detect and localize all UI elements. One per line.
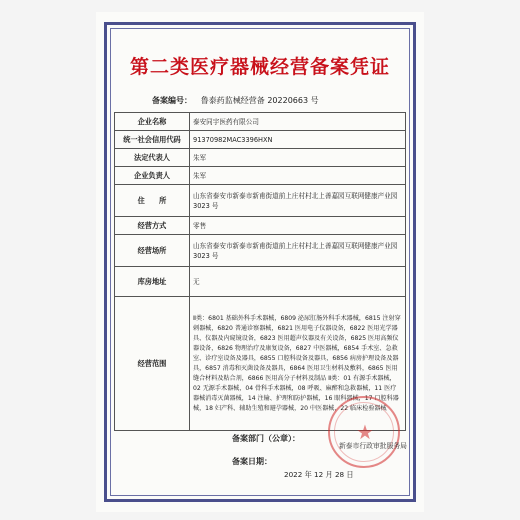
date-label: 备案日期： [232, 457, 272, 466]
field-label: 统一社会信用代码 [115, 131, 190, 149]
table-row [115, 113, 406, 131]
field-value: 泰安同宇医药有限公司 [190, 113, 406, 131]
table-row [115, 217, 406, 235]
field-value: 朱军 [190, 149, 406, 167]
info-table [114, 112, 406, 431]
field-value: 山东省泰安市新泰市新甫街道前上庄村村北上善嘉园互联网健康产业园 3023 号 [190, 235, 406, 267]
table-row [115, 267, 406, 297]
field-label: 库房地址 [115, 267, 190, 297]
table-row [115, 149, 406, 167]
field-value: Ⅱ类：6801 基础外科手术器械，6809 泌尿肛肠外科手术器械，6815 注射穿刺器械，6820 普通诊察器械，6821 医用电子仪器设备，6822 医用光学器具、仪器及内窥镜设备，6823 医用超声仪器及有关设备，6825 医用高频仪器设备，6826 物理治疗及康复设备，6827 中医器械，6854 手术室、急救室、诊疗室设备及器具，6855 口腔科设备及器具，6856 病房护理设备及器具，6857 消毒和灭菌设备及器具，6864 医用卫生材料及敷料，6865 医用缝合材料及粘合剂，6866 医用高分子材料及制品 Ⅱ类：01 有源手术器械，02 无源手术器械，04 骨科手术器械，08 呼吸、麻醉和急救器械，11 医疗器械消毒灭菌器械，14 注输、护理和防护器械，16 眼科器械，17 口腔科器械，18 妇产科、辅助生殖和避孕器械，20 中医器械，22 临床检验器械 [190, 297, 406, 431]
field-value: 山东省泰安市新泰市新甫街道前上庄村村北上善嘉园互联网健康产业园 3023 号 [190, 185, 406, 217]
table-row [115, 185, 406, 217]
star-icon: ★ [356, 420, 374, 444]
table-row [115, 235, 406, 267]
record-number [152, 95, 319, 106]
field-label: 企业负责人 [115, 167, 190, 185]
certificate-title: 第二类医疗器械经营备案凭证 [129, 56, 390, 78]
official-seal [328, 396, 400, 468]
field-label: 住 所 [115, 185, 190, 217]
field-label: 法定代表人 [115, 149, 190, 167]
table-row [115, 131, 406, 149]
table-row [115, 167, 406, 185]
field-label: 经营范围 [115, 297, 190, 431]
field-label: 经营方式 [115, 217, 190, 235]
record-number-label: 备案编号： [152, 96, 192, 105]
field-value: 91370982MAC3396HXN [190, 131, 406, 149]
field-label: 经营场所 [115, 235, 190, 267]
field-value: 零售 [190, 217, 406, 235]
date-value: 2022 年 12 月 28 日 [284, 470, 354, 479]
field-value: 朱军 [190, 167, 406, 185]
field-label: 企业名称 [115, 113, 190, 131]
record-number-value: 鲁泰药监械经营备 20220663 号 [200, 96, 319, 105]
department-label: 备案部门（公章）： [232, 434, 300, 443]
department-value: 新泰市行政审批服务局 [339, 442, 407, 450]
field-value: 无 [190, 267, 406, 297]
